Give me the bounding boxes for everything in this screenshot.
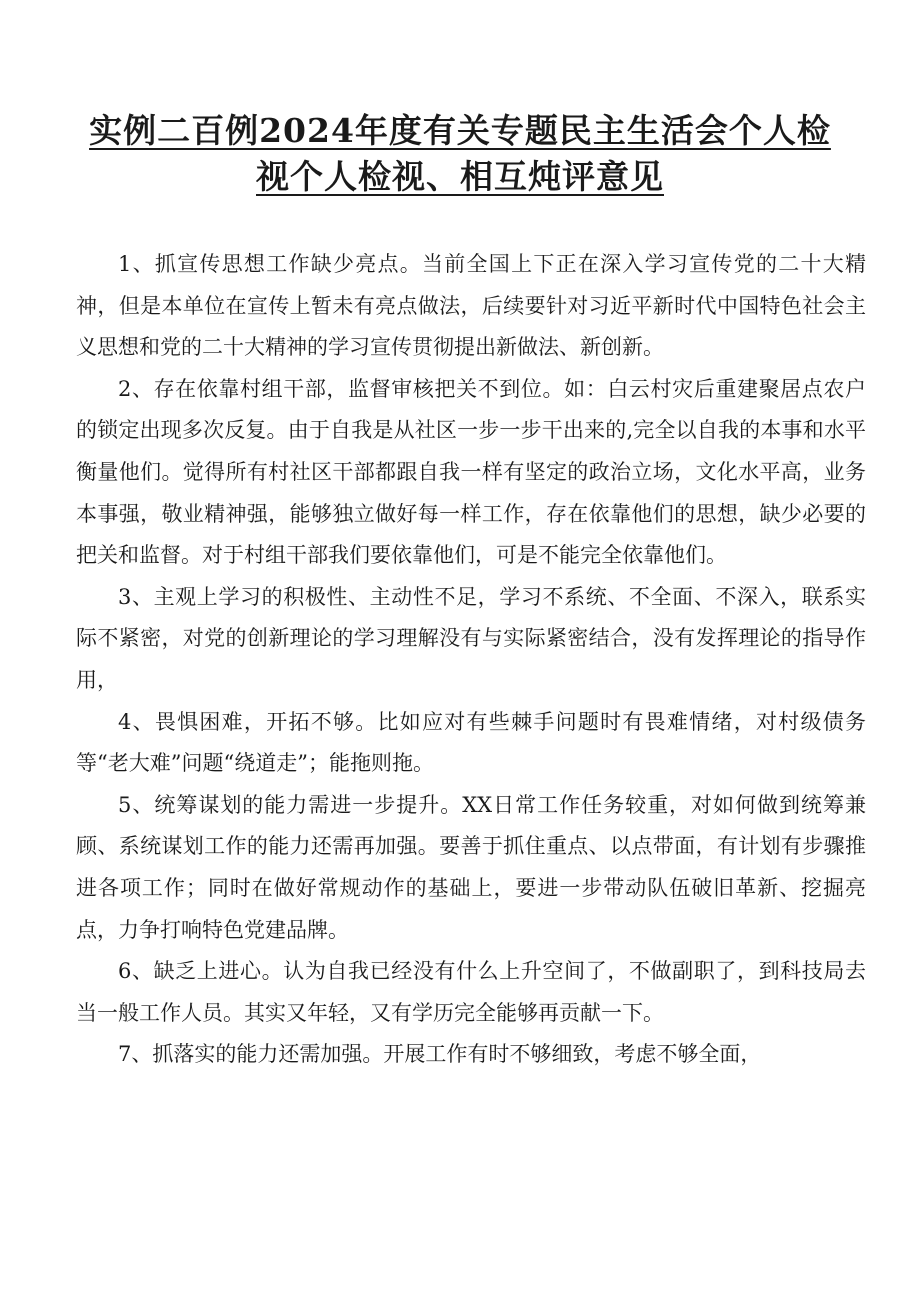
paragraph-2: 2、存在依靠村组干部，监督审核把关不到位。如：白云村灾后重建聚居点农户的锁定出现多次反复。由于自我是从社区一步一步干出来的,完全以自我的本事和水平衡量他们。觉得所有村社区干部都跟自我一样有坚定的政治立场，文化水平高，业务本事强，敬业精神强，能够独立做好每一样工作，存在依靠他们的思想，缺少必要的把关和监督。对于村组干部我们要依靠他们，可是不能完全依靠他们。 <box>76 376 866 568</box>
document-body <box>76 244 866 1076</box>
paragraph-4: 4、畏惧困难，开拓不够。比如应对有些棘手问题时有畏难情绪，对村级债务等“老大难”问题“绕道走”；能拖则拖。 <box>76 709 866 776</box>
title-line-1: 实例二百例2024年度有关专题民主生活会个人检 <box>89 111 831 150</box>
title-line-2: 视个人检视、相互炖评意见 <box>256 157 664 196</box>
paragraph-5: 5、统筹谋划的能力需进一步提升。XX日常工作任务较重，对如何做到统筹兼顾、系统谋划工作的能力还需再加强。要善于抓住重点、以点带面，有计划有步骤推进各项工作；同时在做好常规动作的基础上，要进一步带动队伍破旧革新、挖掘亮点，力争打响特色党建品牌。 <box>76 792 866 942</box>
paragraph-1: 1、抓宣传思想工作缺少亮点。当前全国上下正在深入学习宣传党的二十大精神，但是本单位在宣传上暂未有亮点做法，后续要针对习近平新时代中国特色社会主义思想和党的二十大精神的学习宣传贯彻提出新做法、新创新。 <box>76 252 866 360</box>
paragraph-3: 3、主观上学习的积极性、主动性不足，学习不系统、不全面、不深入，联系实际不紧密，对党的创新理论的学习理解没有与实际紧密结合，没有发挥理论的指导作用， <box>76 584 866 692</box>
document-title <box>60 108 860 200</box>
paragraph-6: 6、缺乏上进心。认为自我已经没有什么上升空间了，不做副职了，到科技局去当一般工作人员。其实又年轻，又有学历完全能够再贡献一下。 <box>76 959 866 1025</box>
paragraph-7: 7、抓落实的能力还需加强。开展工作有时不够细致，考虑不够全面， <box>118 1042 762 1067</box>
